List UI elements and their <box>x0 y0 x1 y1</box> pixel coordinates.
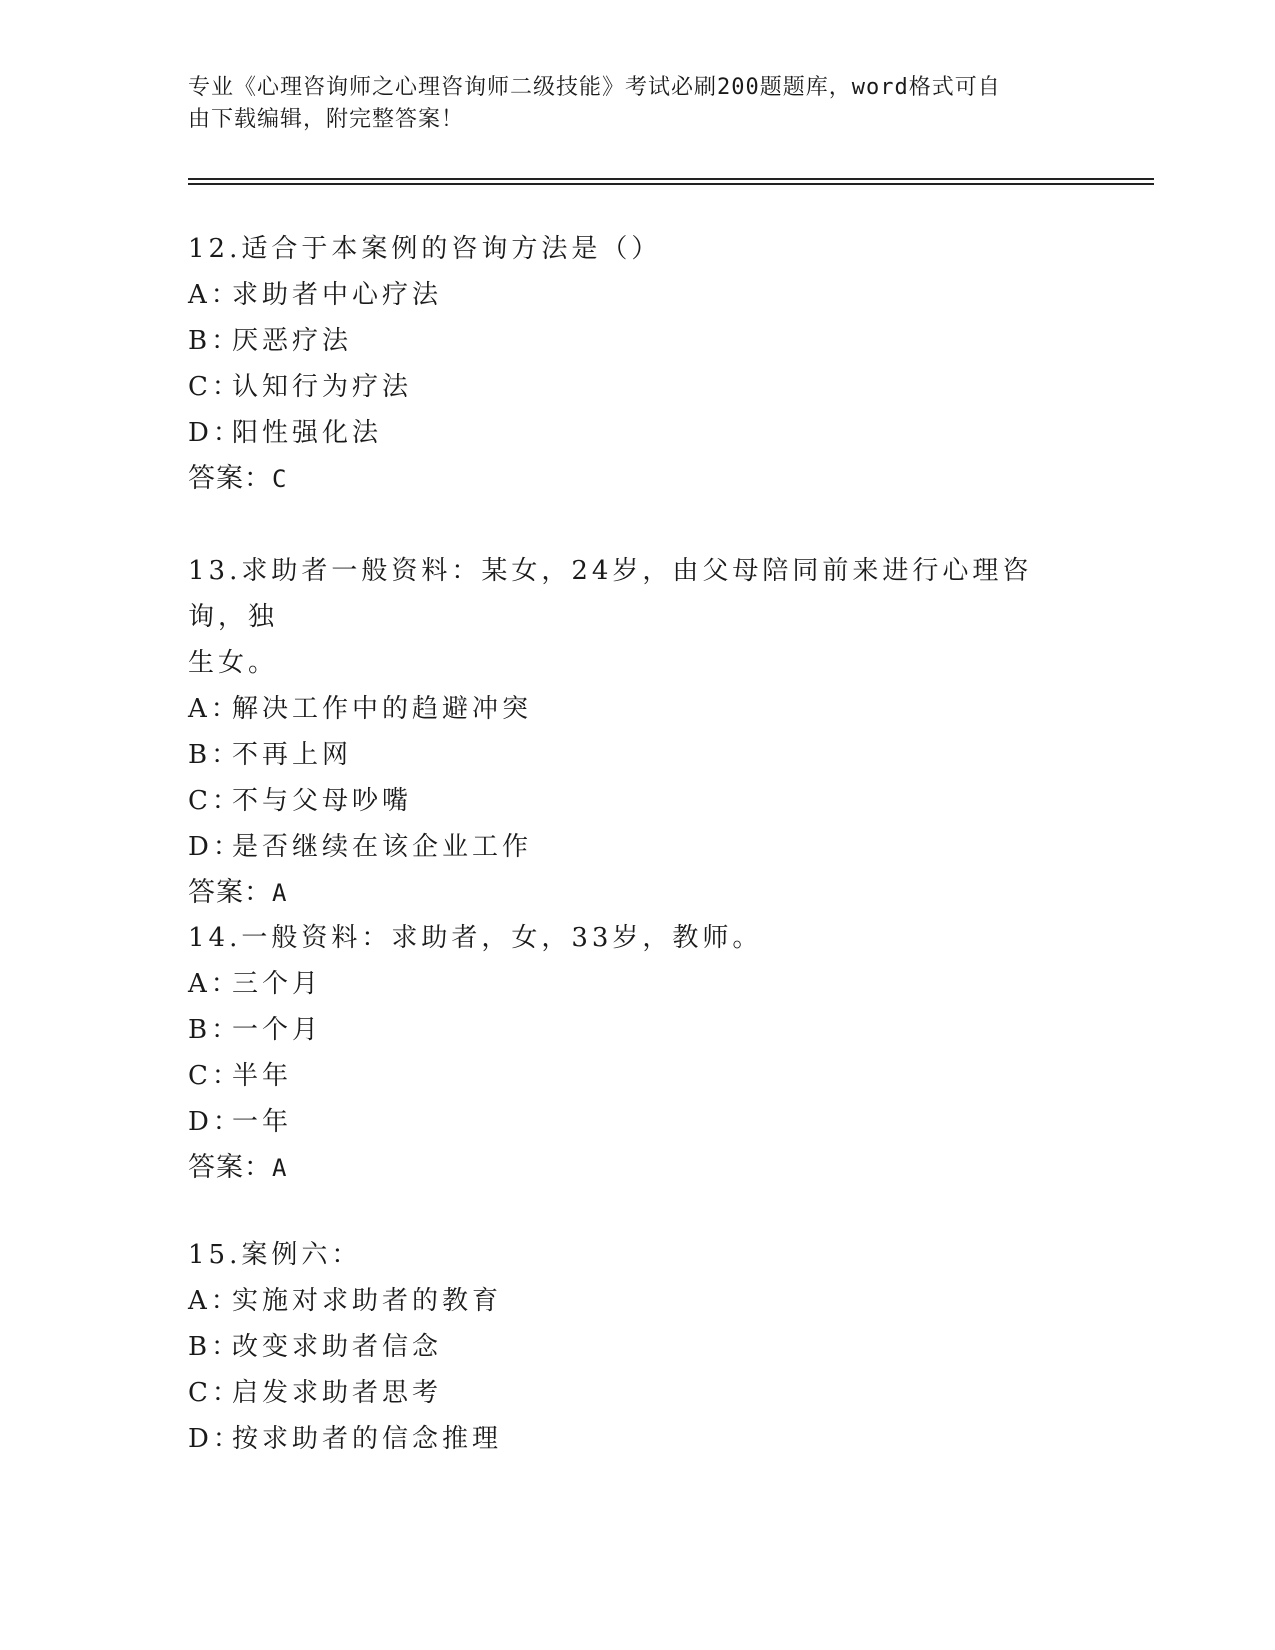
option-d <box>188 1099 1088 1145</box>
option-a <box>188 961 1088 1007</box>
answer-line <box>188 1145 1088 1191</box>
option-d <box>188 410 1088 456</box>
option-d <box>188 1416 1088 1462</box>
option-letter: C： <box>188 1061 242 1091</box>
question-stem: 15.案例六： <box>188 1240 362 1270</box>
answer-value: C <box>272 465 288 493</box>
option-text: 不与父母吵嘴 <box>232 786 413 816</box>
option-text: 厌恶疗法 <box>232 326 353 356</box>
option-b <box>188 732 1088 778</box>
answer-line <box>188 870 1088 916</box>
option-b <box>188 1324 1088 1370</box>
option-d <box>188 824 1088 870</box>
question-stem: 12.适合于本案例的咨询方法是（） <box>188 234 662 264</box>
question-stem-line-1: 13.求助者一般资料：某女，24岁，由父母陪同前来进行心理咨询，独 <box>188 556 1033 632</box>
option-a <box>188 272 1088 318</box>
answer-label: 答案： <box>188 1152 272 1183</box>
option-text: 按求助者的信念推理 <box>232 1424 503 1454</box>
option-a <box>188 1278 1088 1324</box>
option-letter: D： <box>188 832 243 862</box>
answer-label: 答案： <box>188 463 272 494</box>
option-letter: B： <box>188 740 242 770</box>
option-text: 认知行为疗法 <box>232 372 413 402</box>
answer-value: A <box>272 879 288 907</box>
option-b <box>188 1007 1088 1053</box>
answer-value: A <box>272 1154 288 1182</box>
option-text: 解决工作中的趋避冲突 <box>232 694 533 724</box>
option-c <box>188 778 1088 824</box>
question-stem: 14.一般资料：求助者，女，33岁，教师。 <box>188 923 763 953</box>
option-c <box>188 1053 1088 1099</box>
option-letter: A： <box>188 694 241 724</box>
question-13 <box>188 548 1088 916</box>
option-letter: C： <box>188 786 242 816</box>
option-text: 半年 <box>232 1061 293 1091</box>
option-text: 是否继续在该企业工作 <box>232 832 533 862</box>
question-stem-line-2: 生女。 <box>188 648 279 678</box>
option-text: 求助者中心疗法 <box>232 280 443 310</box>
question-15 <box>188 1232 1088 1462</box>
header-line-1: 专业《心理咨询师之心理咨询师二级技能》考试必刷200题题库，word格式可自 <box>188 75 1001 100</box>
option-letter: C： <box>188 372 242 402</box>
option-letter: A： <box>188 280 241 310</box>
answer-line <box>188 456 1088 502</box>
option-letter: A： <box>188 1286 241 1316</box>
header-divider-bottom <box>188 183 1154 185</box>
option-text: 一年 <box>232 1107 293 1137</box>
option-letter: C： <box>188 1378 242 1408</box>
option-text: 不再上网 <box>232 740 353 770</box>
option-letter: B： <box>188 1332 242 1362</box>
option-text: 阳性强化法 <box>232 418 383 448</box>
option-text: 改变求助者信念 <box>232 1332 443 1362</box>
header-divider-top <box>188 178 1154 180</box>
option-letter: D： <box>188 418 243 448</box>
option-text: 实施对求助者的教育 <box>232 1286 503 1316</box>
option-text: 启发求助者思考 <box>232 1378 443 1408</box>
option-letter: A： <box>188 969 241 999</box>
option-b <box>188 318 1088 364</box>
option-c <box>188 1370 1088 1416</box>
option-letter: B： <box>188 1015 242 1045</box>
question-14 <box>188 915 1088 1191</box>
option-letter: B： <box>188 326 242 356</box>
option-letter: D： <box>188 1424 243 1454</box>
option-text: 三个月 <box>232 969 323 999</box>
header-line-2: 由下载编辑，附完整答案！ <box>188 107 465 132</box>
option-text: 一个月 <box>232 1015 323 1045</box>
document-header <box>188 72 1088 136</box>
answer-label: 答案： <box>188 877 272 908</box>
option-a <box>188 686 1088 732</box>
question-12 <box>188 226 1088 502</box>
option-c <box>188 364 1088 410</box>
option-letter: D： <box>188 1107 243 1137</box>
